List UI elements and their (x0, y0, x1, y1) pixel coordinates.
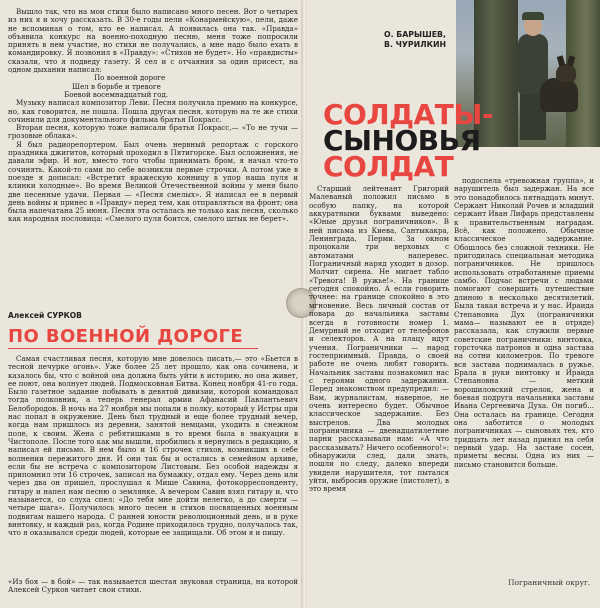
author-1: О. БАРЫШЕВ, (384, 30, 446, 39)
right-column-1 (309, 185, 449, 494)
author-2: В. ЧУРИЛКИН (384, 40, 447, 49)
title-line-1: СОЛДАТЫ- (323, 98, 493, 131)
verse-line-1: По военной дороге (94, 73, 166, 83)
intro-paragraph: Вышло так, что на мои стихи было написано много песен. Вот о четырех из них я и хочу рассказать. В 30-е годы пели «Конармейскую», пели, даже не вспоминая о том, кто ее написал. А появилась она так. «Правда» объявила конкурс на военно-походную песню, меня тоже попросили принять в нем участие, но стихи не получались, а мне надо было ехать в командировку. Я позвонил в «Правду»: «Стихов не будет». Но «правдисты» сказали, что я подведу газету. Я сел и с отчаяния за один присест, на одном дыхании написал: (8, 7, 298, 75)
record-caption: «Из боя — в бой» — так называется шестая звуковая страница, на которой Алексей Сурков читает свои стихи. (8, 577, 298, 595)
title-underline (8, 348, 258, 349)
left-column (8, 8, 298, 224)
road-article (8, 355, 298, 538)
soldiers-text-col1: Старший лейтенант Григорий Малеваный положил письмо в особую папку, на которой аккуратными буквами выведено: «Юные друзья пограничников». В ней письма из Киева, Сантыкакра, Ленинграда, Перми. За окном процокали три верховых с автоматами наперевес. Пограничный наряд уходит в дозор. Молчит сирена. Не мигает табло «Тревога! В ружье!». На границе сегодня спокойно. А если говорить точнее: на границе спокойно в это мгновение. Весь личный состав от повара до начальника заставы всегда в готовности номер 1. Демурный не отходит от телефонов и селекторов. А на плацу идут учения. Пограничники — народ гостеприимный. Правда, о своей работе не очень любят говорить. Начальник заставы познакомил нас с героями одного задержания. Перед знакомством предупредил: — Вам, журналистам, наверное, не очень интересно будет. Обычное классическое задержание. Без выстрелов. Два молодых пограничника — двенадцатилетние парни рассказывали нам: «А что рассказывать? Ничего особенного!»: обнаружили след, дали знать, пошли по следу, далеко впереди увидели нарушителя, тот пытался уйти, выбросив оружие (пистолет), в это время (309, 184, 449, 494)
paragraph-4: Я был радиорепортером. Был очень нервный репортаж с горского праздника джигитов, который проходил в Пятигорске. Был осложнения, не давали эфир. И вот, вместо того чтобы принимать бром, я начал что-то сочинять. Какой-то сами по себе возникли первые строчки. А потом уже в поезде я дописал: «Встретит вражескую конницу в упор наша пуля и клинки холодные». Во время Великой Отечественной войны у меня было две песенные удачи. Первая — «Песня смелых». Я написал ее в первый день войны и принес в «Правду» перед тем, как отправляться на фронт; она была напечатана 25 июня. Песня эта осталась не только как песня, сколько как народная пословица: «Смелого пуля боится, смелого штык не берет». (8, 139, 298, 224)
article-authors (384, 30, 446, 50)
verse-line-2: Шел в борьбе и тревоге (72, 81, 161, 91)
verse-line-3: Боевой восемнадцатый год. (64, 89, 169, 99)
article-title-road: ПО ВОЕННОЙ ДОРОГЕ (8, 326, 244, 347)
paragraph-2: Музыку написал композитор Леви. Песня получила премию на конкурсе, но, как говорится, не пошла. Пошла другая песня, которую на те же стихи сочинили для документального фильма братья Покрасс. (8, 98, 298, 124)
photo-credit: Пограничный округ. (508, 578, 591, 587)
right-column-2 (454, 177, 594, 469)
author-name: Алексей СУРКОВ (8, 311, 82, 320)
paragraph-3: Вторая песня, которую тоже написали братья Покрасс,— «То не тучи — грозовые облака». (8, 123, 298, 141)
soldiers-text-col2: подоспела «тревожная группа», и нарушитель был задержан. На все это понадобилось пятнадцать минут. Сержант Николай Рочев и младший сержант Иван Лифарь представлены к правительственным наградам. Всё, как положено. Обычное классическое задержание. Обошлось без сложной техники. Не пригодилась специальная методика пограничников. Не пришлось использовать отработанные приемы самбо. Подчас встречи с людьми помогают совершить путешествие длиною в несколько десятилетий. Была такая встреча и у нас. Ираида Степановна Дух (пограничники мама— называют ее в отряде) рассказала, как служили первые советские пограничники: винтовка, горсточка патронов и одна застава на сотни километров. По тревоге вся застава поднималась в ружье. Брала в руки винтовку и Ираида Степановна — меткий ворошиловский стрелок, жена и боевая подруга начальника заставы Ивана Сергеевича Духа. Он погиб... Она осталась на границе. Сегодня она заботится о молодых пограничниках — сыновьях тех, кто тридцать лет назад принял на себя первый удар. На заставе сосен, приметы весны. Одна из них — письмо становится больше. (454, 176, 594, 469)
title-line-3: СОЛДАТ (323, 150, 454, 183)
road-article-text: Самая счастливая песня, которую мне довелось писать,— это «Бьется в тесной печурке огонь». Уже более 25 лет прошло, как она сочинена, и казалось бы, что с войной она должна быть уйти в историю, но она живет, ее поют, она волнует людей. Подмосковная Битва. Конец ноября 41-го года. Было газетное задание побывать в девятой дивизии, которой командовал тогда полковник, а теперь генерал армии Афанасий Павлантьевич Белобородов. В ночь на 27 ноября мы попали в полку, который у Истры при нас попал в окружение. День был трудный и еще более трудный вечер, когда нам пришлось из деревни, занятой немцами, уходить в снежном поле, к своим. Жена с ребятишками в то время была в эвакуации в Чистополе. После того как мы вышли, пробились я вернулись в редакцию, я написал ей письмо. В нем было и 16 строчек стихов, возникших в себе волнении пережитого дня. И они так бы и остались в семейном архиве, если бы не встреча с композитором Листовым. Без особой надежды я припомнил эти 16 строчек, записал на бумажку, отдал ему. Через день или через два он пришел, прослушал к Мише Савина, фотокорреспонденту, гитару и напел нам песню о землянке. А вечером Савин взял гитару и, что называется, со слуха спел: «До тебя мне дойти нелегко, а до смерти — четыре шага». Получилось много песен и стихов посвященных военным подвигам нашего народа. С ранней юности революционный день, и в руке винтовку, и каждый раз, когда Родине приходилось трудно, получалось так, что я оказывался среди людей, которые ее защищали. Об этом я и пишу. (8, 354, 298, 538)
title-line-2: СЫНОВЬЯ (323, 124, 481, 157)
article-title-soldiers (323, 98, 493, 183)
